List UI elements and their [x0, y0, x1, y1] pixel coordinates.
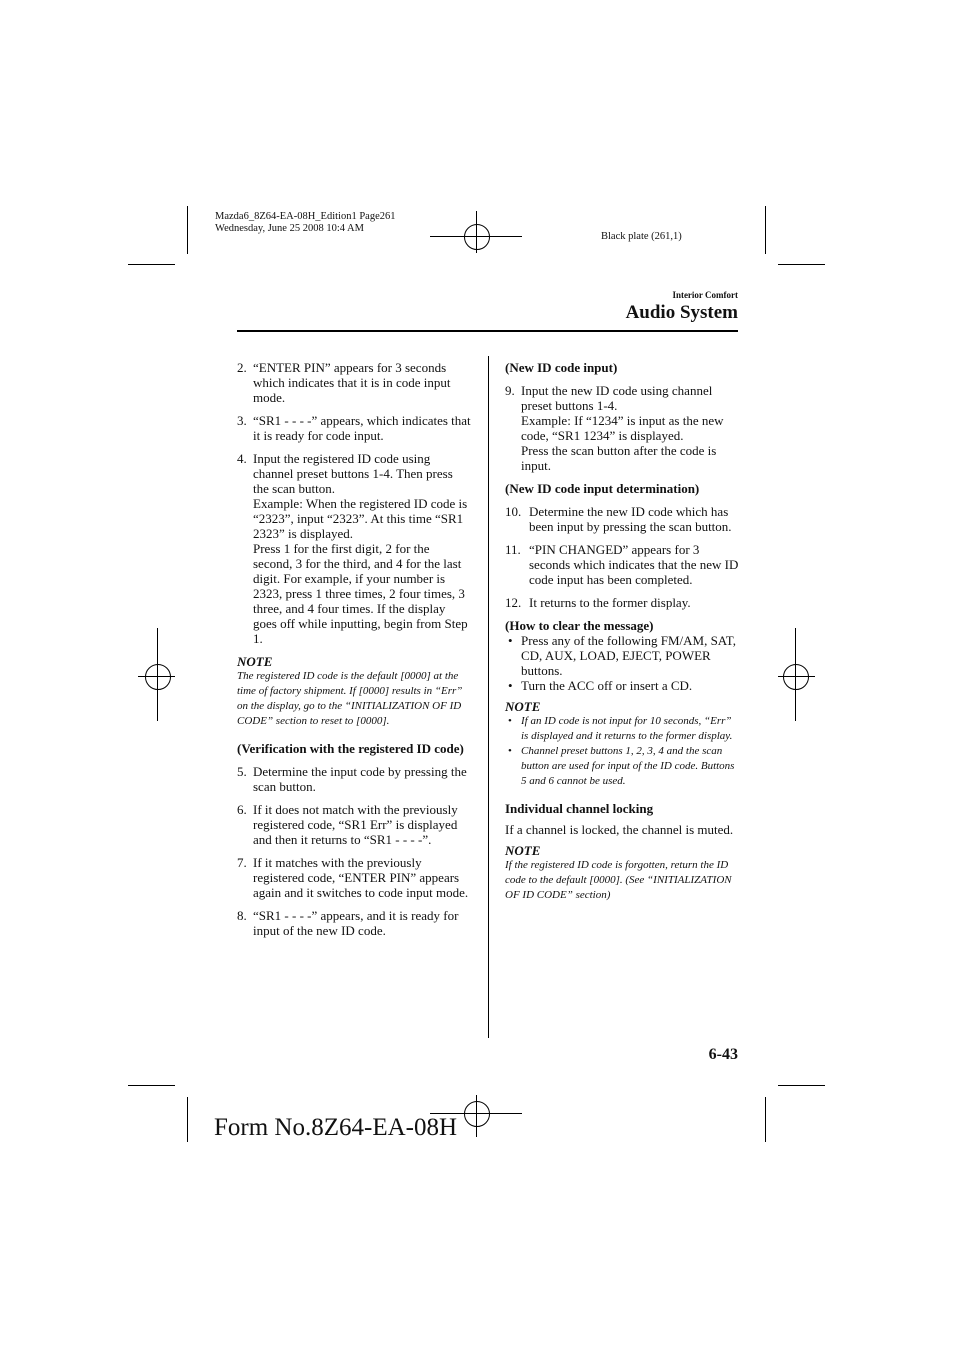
step-text: It returns to the former display. — [529, 595, 691, 610]
page-number: 6-43 — [708, 1046, 738, 1063]
step-number: 7. — [237, 855, 247, 870]
bullet-icon: • — [508, 633, 513, 648]
bullet-text: Press any of the following FM/AM, SAT, CD, AUX, LOAD, EJECT, POWER buttons. — [521, 633, 736, 678]
note-title: NOTE — [505, 699, 541, 714]
step-extra: Press the scan button after the code is input. — [521, 443, 717, 473]
step-12 — [505, 595, 739, 610]
bullet-item — [505, 678, 739, 693]
crop-mark — [128, 264, 175, 265]
registration-circle — [783, 664, 809, 690]
registration-circle — [464, 224, 490, 250]
step-6 — [237, 802, 471, 847]
registration-circle — [464, 1101, 490, 1127]
step-text: “ENTER PIN” appears for 3 seconds which indicates that it is in code input mode. — [253, 360, 451, 405]
crop-mark — [765, 1097, 766, 1142]
right-column — [505, 360, 739, 913]
new-id-heading: (New ID code input) — [505, 360, 618, 375]
step-5 — [237, 764, 471, 794]
step-number: 12. — [505, 595, 522, 610]
step-number: 10. — [505, 504, 522, 519]
locking-heading: Individual channel locking — [505, 801, 654, 816]
left-column — [237, 360, 471, 946]
bullet-icon: • — [508, 745, 512, 757]
file-info-line2: Wednesday, June 25 2008 10:4 AM — [215, 223, 364, 234]
note-text: The registered ID code is the default [0000] at the time of factory shipment. If [0000] results in “Err” on the display, go to the “INITIALIZATION OF ID CODE” section to reset to [0000]. — [237, 670, 463, 727]
step-9 — [505, 383, 739, 473]
step-2 — [237, 360, 471, 405]
page-title: Audio System — [625, 302, 738, 323]
locking-text: If a channel is locked, the channel is muted. — [505, 822, 734, 837]
step-number: 8. — [237, 908, 247, 923]
note-bullet-item — [505, 744, 739, 789]
note-text: If the registered ID code is forgotten, return the ID code to the default [0000]. (See “INITIALIZATION OF ID CODE” section) — [505, 859, 732, 901]
crop-mark — [765, 206, 766, 254]
plate-info: Black plate (261,1) — [601, 231, 682, 242]
step-3 — [237, 413, 471, 443]
determination-heading: (New ID code input determination) — [505, 481, 700, 496]
form-number: Form No.8Z64-EA-08H — [214, 1114, 458, 1141]
note-title: NOTE — [237, 654, 273, 669]
note-title: NOTE — [505, 843, 541, 858]
file-info — [215, 211, 396, 235]
step-text: Determine the new ID code which has been input by pressing the scan button. — [529, 504, 732, 534]
crop-mark — [187, 1097, 188, 1142]
clear-heading: (How to clear the message) — [505, 618, 654, 633]
step-text: Input the registered ID code using channel preset buttons 1-4. Then press the scan button. — [253, 451, 453, 496]
note-bullet-item — [505, 714, 739, 744]
step-example: Example: If “1234” is input as the new code, “SR1 1234” is displayed. — [521, 413, 724, 443]
step-10 — [505, 504, 739, 534]
step-number: 6. — [237, 802, 247, 817]
crop-mark — [187, 206, 188, 254]
bullet-icon: • — [508, 715, 512, 727]
step-number: 9. — [505, 383, 515, 398]
step-7 — [237, 855, 471, 900]
step-number: 3. — [237, 413, 247, 428]
step-8 — [237, 908, 471, 938]
step-example: Example: When the registered ID code is “2323”, input “2323”. At this time “SR1 2323” is displayed. — [253, 496, 468, 541]
step-4 — [237, 451, 471, 646]
step-text: Determine the input code by pressing the scan button. — [253, 764, 467, 794]
step-number: 2. — [237, 360, 247, 375]
note-bullet-text: Channel preset buttons 1, 2, 3, 4 and the scan button are used for input of the ID code. Buttons 5 and 6 cannot be used. — [521, 745, 735, 787]
step-number: 4. — [237, 451, 247, 466]
column-divider — [488, 356, 489, 1038]
note-bullet-text: If an ID code is not input for 10 seconds, “Err” is displayed and it returns to the former display. — [521, 715, 733, 742]
crop-mark — [128, 1085, 175, 1086]
crop-mark — [778, 1085, 825, 1086]
crop-mark — [778, 264, 825, 265]
step-text: If it does not match with the previously registered code, “SR1 Err” is displayed and then it returns to “SR1 - - - -”. — [253, 802, 458, 847]
step-text: “SR1 - - - -” appears, which indicates that it is ready for code input. — [253, 413, 471, 443]
step-text: If it matches with the previously registered code, “ENTER PIN” appears again and it switches to code input mode. — [253, 855, 469, 900]
step-extra: Press 1 for the first digit, 2 for the second, 3 for the third, and 4 for the last digit. For example, if your number is 2323, press 1 three times, 2 four times, 3 three, and 4 four times. If the display goes off while inputting, begin from Step 1. — [253, 541, 468, 646]
step-text: Input the new ID code using channel preset buttons 1-4. — [521, 383, 713, 413]
step-text: “PIN CHANGED” appears for 3 seconds which indicates that the new ID code input has been completed. — [529, 542, 739, 587]
step-number: 11. — [505, 542, 521, 557]
verification-heading: (Verification with the registered ID code) — [237, 741, 464, 756]
section-label: Interior Comfort — [672, 290, 738, 300]
step-11 — [505, 542, 739, 587]
registration-circle — [145, 664, 171, 690]
step-text: “SR1 - - - -” appears, and it is ready for input of the new ID code. — [253, 908, 459, 938]
bullet-icon: • — [508, 678, 513, 693]
bullet-text: Turn the ACC off or insert a CD. — [521, 678, 693, 693]
bullet-item — [505, 633, 739, 678]
title-rule — [237, 330, 738, 332]
step-number: 5. — [237, 764, 247, 779]
file-info-line1: Mazda6_8Z64-EA-08H_Edition1 Page261 — [215, 211, 396, 222]
